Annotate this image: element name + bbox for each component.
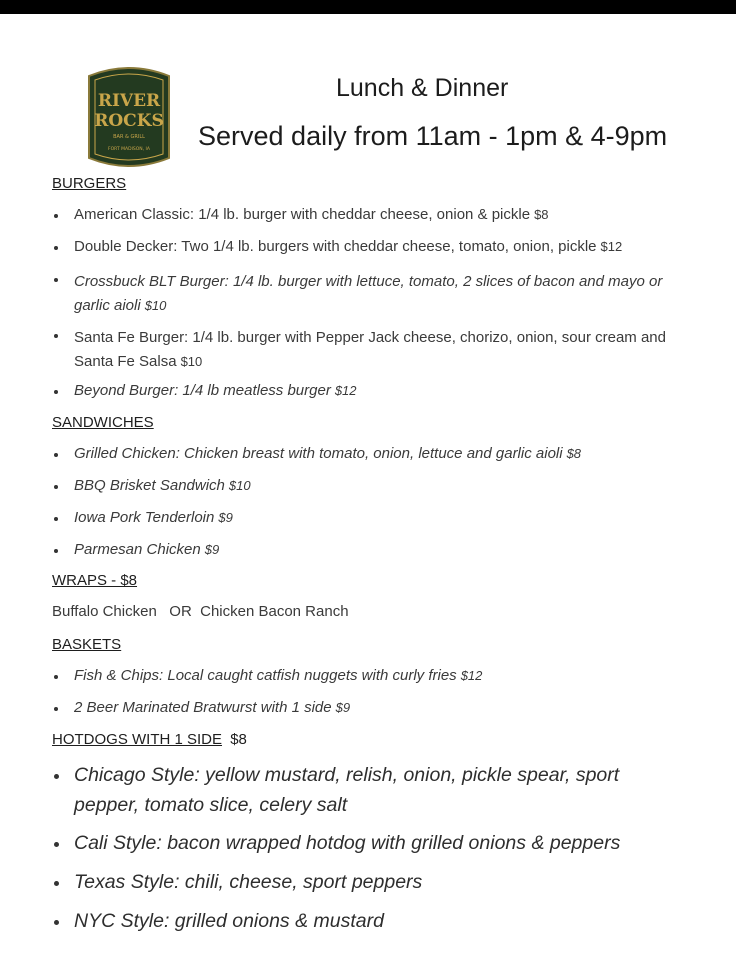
item-price: $12 [334, 383, 357, 398]
logo-line2: ROCKS [94, 111, 164, 131]
item-text: Cali Style: bacon wrapped hotdog with grilled onions & peppers [74, 832, 621, 854]
list-item [52, 382, 702, 400]
item-text: Fish & Chips: Local caught catfish nuggets with curly fries [74, 667, 457, 684]
item-price: $9 [204, 542, 220, 557]
item-price: $12 [600, 239, 623, 254]
item-price: $8 [534, 207, 549, 222]
section-wraps-heading [52, 572, 137, 589]
section-burgers-heading [52, 175, 126, 192]
item-price: $10 [228, 478, 251, 493]
item-text: Texas Style: chili, cheese, sport peppers [74, 871, 423, 893]
logo-bottom: FORT MADISON, IA [108, 147, 150, 152]
hotdogs-heading: HOTDOGS WITH 1 SIDE [52, 731, 223, 748]
item-text: Chicago Style: yellow mustard, relish, onion, pickle spear, sport pepper, tomato slice, celery salt [74, 764, 620, 816]
item-text: 2 Beer Marinated Bratwurst with 1 side [74, 699, 332, 716]
logo-small: BAR & GRILL [113, 134, 145, 140]
list-item [52, 238, 702, 256]
list-item [52, 270, 674, 318]
list-item [52, 828, 694, 858]
section-baskets-heading [52, 636, 121, 653]
top-border-bar [0, 0, 736, 14]
item-price: $9 [218, 510, 233, 525]
sandwiches-list [52, 445, 702, 559]
list-item [52, 906, 642, 936]
item-text: Crossbuck BLT Burger: 1/4 lb. burger with lettuce, tomato, 2 slices of bacon and mayo or garlic aioli [74, 273, 663, 314]
burgers-list [52, 206, 702, 400]
item-text: NYC Style: grilled onions & mustard [74, 910, 384, 932]
burgers-heading: BURGERS [52, 175, 127, 192]
item-text: Beyond Burger: 1/4 lb meatless burger [74, 382, 331, 399]
item-price: $10 [144, 298, 167, 313]
sandwiches-heading: SANDWICHES [52, 414, 154, 431]
list-item [52, 667, 702, 685]
list-item [52, 867, 642, 897]
item-text: Grilled Chicken: Chicken breast with tomato, onion, lettuce and garlic aioli [74, 445, 563, 462]
menu-title: Lunch & Dinner [336, 74, 509, 102]
item-text: Iowa Pork Tenderloin [74, 509, 215, 526]
baskets-heading: BASKETS [52, 636, 122, 653]
item-price: $10 [180, 354, 203, 369]
hotdogs-price: $8 [230, 731, 247, 748]
river-rocks-logo [85, 62, 173, 174]
menu-hours: Served daily from 11am - 1pm & 4-9pm [198, 121, 668, 151]
item-price: $12 [460, 668, 483, 683]
list-item [52, 699, 702, 717]
list-item [52, 477, 702, 495]
list-item [52, 326, 684, 374]
item-price: $8 [566, 446, 582, 461]
item-text: American Classic: 1/4 lb. burger with cheddar cheese, onion & pickle [74, 206, 531, 223]
section-sandwiches-heading [52, 414, 154, 431]
list-item [52, 445, 702, 463]
item-text: Santa Fe Burger: 1/4 lb. burger with Pepper Jack cheese, chorizo, onion, sour cream and Santa Fe Salsa [74, 329, 666, 370]
wraps-heading: WRAPS - $8 [52, 572, 138, 589]
item-text: Double Decker: Two 1/4 lb. burgers with cheddar cheese, tomato, onion, pickle [74, 238, 597, 255]
logo-line1: RIVER [97, 91, 161, 111]
list-item [52, 541, 702, 559]
item-text: Parmesan Chicken [74, 541, 201, 558]
hotdogs-list [52, 760, 642, 936]
wraps-options: Buffalo Chicken OR Chicken Bacon Ranch [52, 603, 349, 620]
list-item [52, 760, 642, 820]
item-price: $9 [335, 700, 351, 715]
list-item [52, 509, 702, 527]
section-hotdogs-heading [52, 731, 247, 748]
baskets-list [52, 667, 702, 717]
item-text: BBQ Brisket Sandwich [74, 477, 225, 494]
list-item [52, 206, 702, 224]
